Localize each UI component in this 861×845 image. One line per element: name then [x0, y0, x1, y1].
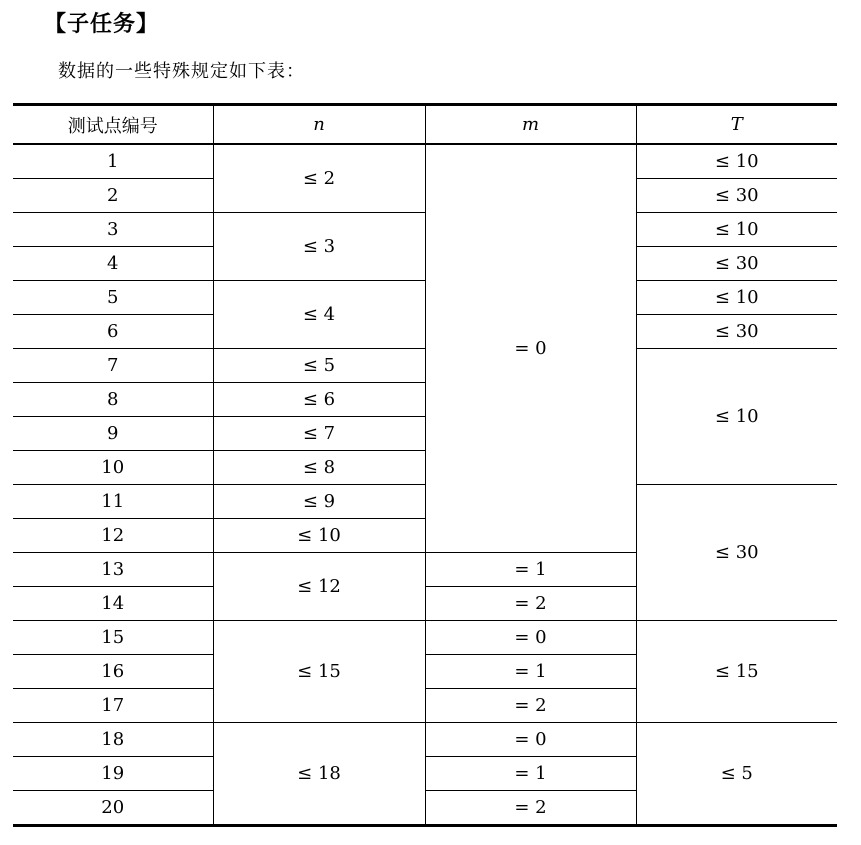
test-id-cell: 3 — [13, 213, 213, 247]
test-id-cell: 14 — [13, 587, 213, 621]
test-id-cell: 16 — [13, 655, 213, 689]
header-t: T — [636, 105, 837, 145]
intro-text: 数据的一些特殊规定如下表： — [58, 61, 305, 82]
header-test-id: 测试点编号 — [13, 105, 213, 145]
test-id-cell: 17 — [13, 689, 213, 723]
constraints-table — [13, 103, 837, 827]
t-cell: ≤ 5 — [636, 723, 837, 826]
test-id-cell: 7 — [13, 349, 213, 383]
header-n: n — [213, 105, 425, 145]
test-id-cell: 8 — [13, 383, 213, 417]
m-cell: = 0 — [425, 723, 636, 757]
test-id-cell: 13 — [13, 553, 213, 587]
t-cell: ≤ 10 — [636, 213, 837, 247]
test-id-cell: 1 — [13, 144, 213, 179]
t-cell: ≤ 15 — [636, 621, 837, 723]
m-cell: = 2 — [425, 791, 636, 826]
m-cell: = 1 — [425, 757, 636, 791]
m-cell: = 1 — [425, 655, 636, 689]
n-cell: ≤ 10 — [213, 519, 425, 553]
header-m: m — [425, 105, 636, 145]
table-header-row — [13, 105, 837, 145]
test-id-cell: 12 — [13, 519, 213, 553]
test-id-cell: 9 — [13, 417, 213, 451]
n-cell: ≤ 18 — [213, 723, 425, 826]
test-id-cell: 5 — [13, 281, 213, 315]
test-id-cell: 2 — [13, 179, 213, 213]
m-cell: = 0 — [425, 144, 636, 553]
m-cell: = 0 — [425, 621, 636, 655]
n-cell: ≤ 8 — [213, 451, 425, 485]
n-cell: ≤ 9 — [213, 485, 425, 519]
t-cell: ≤ 30 — [636, 247, 837, 281]
test-id-cell: 4 — [13, 247, 213, 281]
n-cell: ≤ 7 — [213, 417, 425, 451]
t-cell: ≤ 10 — [636, 281, 837, 315]
n-cell: ≤ 4 — [213, 281, 425, 349]
n-cell: ≤ 15 — [213, 621, 425, 723]
n-cell: ≤ 6 — [213, 383, 425, 417]
n-cell: ≤ 2 — [213, 144, 425, 213]
test-id-cell: 18 — [13, 723, 213, 757]
n-cell: ≤ 3 — [213, 213, 425, 281]
section-heading: 【子任务】 — [44, 12, 160, 37]
n-cell: ≤ 12 — [213, 553, 425, 621]
n-cell: ≤ 5 — [213, 349, 425, 383]
t-cell: ≤ 30 — [636, 179, 837, 213]
test-id-cell: 19 — [13, 757, 213, 791]
t-cell: ≤ 30 — [636, 315, 837, 349]
t-cell: ≤ 10 — [636, 349, 837, 485]
table-row — [13, 144, 837, 179]
m-cell: = 1 — [425, 553, 636, 587]
table-row — [13, 621, 837, 655]
test-id-cell: 11 — [13, 485, 213, 519]
table-row — [13, 723, 837, 757]
m-cell: = 2 — [425, 587, 636, 621]
m-cell: = 2 — [425, 689, 636, 723]
test-id-cell: 6 — [13, 315, 213, 349]
test-id-cell: 20 — [13, 791, 213, 826]
test-id-cell: 15 — [13, 621, 213, 655]
t-cell: ≤ 30 — [636, 485, 837, 621]
test-id-cell: 10 — [13, 451, 213, 485]
t-cell: ≤ 10 — [636, 144, 837, 179]
